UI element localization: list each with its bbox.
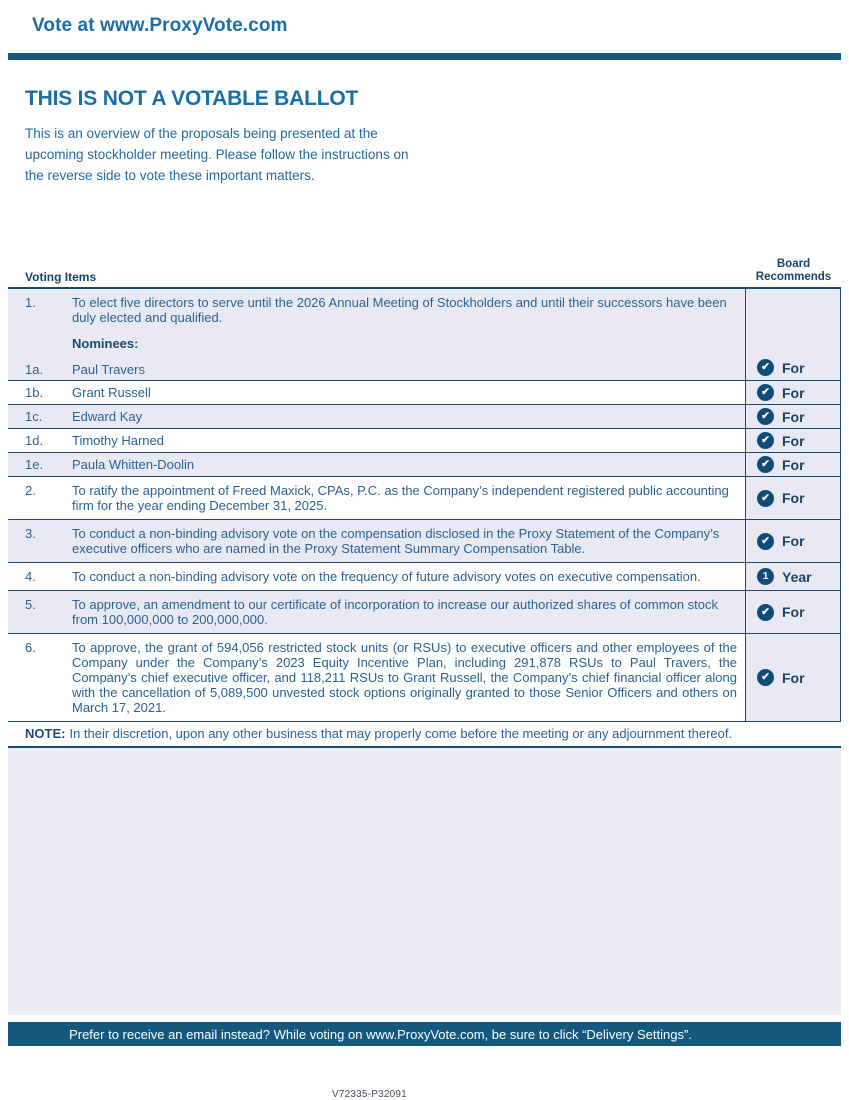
recommendation-cell: [745, 477, 840, 519]
header-rule: [8, 53, 841, 60]
check-circle-icon: ✔: [757, 533, 774, 550]
check-circle-icon: ✔: [757, 604, 774, 621]
item-number: 3.: [25, 526, 36, 541]
nominee-cell: [8, 381, 745, 404]
recommendation-cell: [745, 405, 840, 428]
voting-items-header: Voting Items: [25, 270, 97, 284]
nominee-cell: [8, 429, 745, 452]
item-number: 1a.: [25, 362, 44, 377]
check-circle-icon: ✔: [757, 359, 774, 376]
recommendation-label: For: [782, 490, 805, 506]
proposal-text-cell: [8, 634, 745, 721]
nominee-name: Grant Russell: [72, 385, 151, 400]
board-recommends-header: Board Recommends: [755, 258, 832, 283]
proposal-text: To conduct a non-binding advisory vote on the compensation disclosed in the Proxy Statement of the Company’s executive officers who are named in the Proxy Statement Summary Compensation Table.: [72, 526, 720, 556]
nominee-name: Edward Kay: [72, 409, 143, 424]
nominee-row-1d: [8, 429, 841, 453]
nominee-row-1e: [8, 453, 841, 477]
proposal-text: To elect five directors to serve until the 2026 Annual Meeting of Stockholders and until their successors have been duly elected and qualified.: [72, 295, 727, 325]
vote-at-header: Vote at www.ProxyVote.com: [32, 15, 288, 36]
voting-items-table: [8, 258, 841, 748]
ballot-intro: [25, 123, 849, 186]
item-number: 4.: [25, 569, 36, 584]
proposal-text: To approve, the grant of 594,056 restricted stock units (or RSUs) to executive officers and other employees of the Company under the Company’s 2023 Equity Incentive Plan, including 291,878 RSUs to Paul Travers, the Company’s chief executive officer, and 118,211 RSUs to Grant Russell, the Company’s chief financial officer along with the cancellation of 5,089,500 unvested stock options originally granted to those Senior Officers and others on March 17, 2021.: [72, 640, 737, 715]
note-row: [8, 722, 841, 748]
proposal-row-1: [8, 289, 841, 381]
nominee-row-1b: [8, 381, 841, 405]
recommendation-label: For: [782, 456, 805, 473]
proposal-row-6: [8, 634, 841, 722]
check-circle-icon: ✔: [757, 408, 774, 425]
recommendation-label: For: [782, 408, 805, 425]
recommendation-cell: [745, 591, 840, 633]
check-circle-icon: ✔: [757, 456, 774, 473]
proposal-text-cell: [8, 591, 745, 633]
note-text: In their discretion, upon any other business that may properly come before the meeting or any adjournment thereof.: [69, 726, 733, 741]
check-circle-icon: ✔: [757, 384, 774, 401]
email-preference-banner: Prefer to receive an email instead? While voting on www.ProxyVote.com, be sure to click “Delivery Settings”.: [8, 1022, 841, 1046]
proposal-text-cell: [8, 477, 745, 519]
nominee-name: Paul Travers: [72, 362, 145, 377]
intro-line: This is an overview of the proposals being presented at the: [25, 126, 378, 141]
check-circle-icon: ✔: [757, 432, 774, 449]
item-number: 5.: [25, 597, 36, 612]
recommendation-cell: [745, 429, 840, 452]
intro-line: upcoming stockholder meeting. Please follow the instructions on: [25, 147, 409, 162]
recommendation-label: For: [782, 432, 805, 449]
nominee-cell: [8, 405, 745, 428]
document-code: V72335-P32091: [332, 1089, 407, 1100]
recommendation-label: For: [782, 384, 805, 401]
nominees-label: Nominees:: [72, 336, 139, 351]
proposal-text: To approve, an amendment to our certificate of incorporation to increase our authorized shares of common stock from 100,000,000 to 200,000,000.: [72, 597, 719, 627]
item-number: 6.: [25, 640, 36, 655]
one-circle-icon: 1: [757, 568, 774, 585]
proposal-text-cell: [8, 520, 745, 562]
recommendation-label: For: [782, 533, 805, 549]
recommendation-cell: [745, 634, 840, 721]
item-number: 2.: [25, 483, 36, 498]
item-number: 1e.: [25, 457, 44, 472]
nominee-cell: [8, 453, 745, 476]
not-votable-title: THIS IS NOT A VOTABLE BALLOT: [25, 87, 359, 110]
recommendation-cell: [745, 453, 840, 476]
proposal-row-4: [8, 563, 841, 591]
recommendation-label: For: [782, 604, 805, 620]
item-number: 1c.: [25, 409, 43, 424]
recommendation-label: Year: [782, 568, 812, 585]
note-label: NOTE:: [25, 726, 66, 741]
proposal-row-5: [8, 591, 841, 634]
recommendation-label: For: [782, 669, 805, 686]
recommendation-cell: [745, 289, 840, 380]
recommendation-cell: [745, 563, 840, 590]
nominee-name: Paula Whitten-Doolin: [72, 457, 195, 472]
check-circle-icon: ✔: [757, 669, 774, 686]
blank-shaded-area: [8, 748, 841, 1015]
proposal-text: To ratify the appointment of Freed Maxick, CPAs, P.C. as the Company’s independent registered public accounting firm for the year ending December 31, 2025.: [72, 483, 729, 513]
item-number: 1b.: [25, 385, 44, 400]
proposal-text-cell: [8, 563, 745, 590]
intro-line: the reverse side to vote these important matters.: [25, 168, 315, 183]
proposal-text-cell: [8, 289, 745, 380]
proposal-row-2: [8, 477, 841, 520]
proposal-row-3: [8, 520, 841, 563]
nominee-row-1c: [8, 405, 841, 429]
item-number: 1.: [25, 295, 36, 310]
recommendation-label: For: [782, 360, 805, 376]
nominee-name: Timothy Harned: [72, 433, 164, 448]
check-circle-icon: ✔: [757, 490, 774, 507]
recommendation-cell: [745, 381, 840, 404]
item-number: 1d.: [25, 433, 44, 448]
table-header-row: [8, 258, 841, 289]
recommendation-cell: [745, 520, 840, 562]
proposal-text: To conduct a non-binding advisory vote on the frequency of future advisory votes on executive compensation.: [72, 569, 701, 584]
